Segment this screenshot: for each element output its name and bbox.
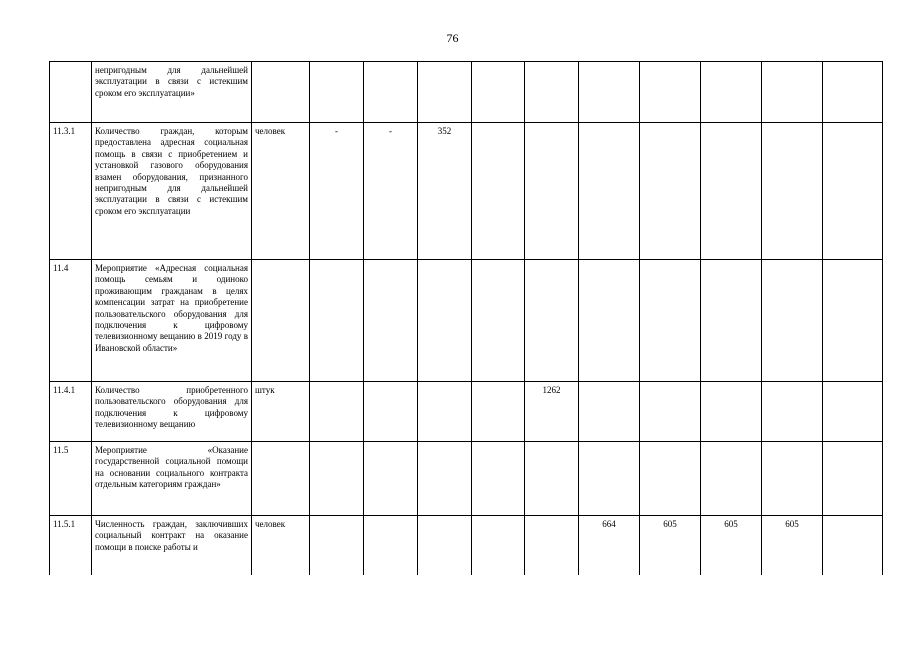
row-value-cell [579,382,640,442]
row-value-cell: 1262 [525,382,579,442]
row-value-cell [525,123,579,260]
row-value-cell [472,442,525,516]
row-value-cell: - [364,123,418,260]
indicators-table [49,61,883,586]
row-value-cell [701,123,762,260]
row-value-cell [310,442,364,516]
row-value-cell [364,382,418,442]
row-value-cell [579,442,640,516]
row-unit-cell: штук [252,382,310,442]
row-value-cell [525,260,579,382]
row-value-cell [762,123,823,260]
row-description-cell: Количество граждан, которым предоставлена адресная социальная помощь в связи с приобретением и установкой газового оборудования взамен оборудования, признанного непригодным для дальнейшей эксплуатации в связи с истекшим сроком его эксплуатации [92,123,252,260]
row-value-cell [364,62,418,123]
row-value-cell [823,123,883,260]
row-unit-cell: человек [252,123,310,260]
row-value-cell: - [310,123,364,260]
row-description-cell: Количество приобретенного пользовательского оборудования для подключения к цифровому телевизионному вещанию [92,382,252,442]
row-value-cell [640,442,701,516]
table-row [50,62,883,123]
page-bottom-margin [40,575,900,655]
row-unit-cell [252,62,310,123]
row-value-cell [525,62,579,123]
row-value-cell [701,62,762,123]
row-value-cell [418,442,472,516]
row-value-cell [762,442,823,516]
table-row [50,123,883,260]
row-value-cell [472,123,525,260]
row-value-cell [472,260,525,382]
row-value-cell [640,123,701,260]
row-description-cell: непригодным для дальнейшей эксплуатации в связи с истекшим сроком его эксплуатации» [92,62,252,123]
row-value-cell [640,382,701,442]
row-value-cell [640,260,701,382]
row-value-cell: 352 [418,123,472,260]
row-code-cell [50,62,92,123]
row-value-cell [310,382,364,442]
table-row [50,260,883,382]
page-number: 76 [446,31,459,45]
row-unit-cell [252,442,310,516]
row-value-cell [701,442,762,516]
row-value-cell [364,442,418,516]
row-value-cell [579,260,640,382]
row-value-cell: 605 [762,516,823,586]
row-value-cell: 605 [701,516,762,586]
row-value-cell [823,260,883,382]
row-code-cell: 11.4 [50,260,92,382]
row-value-cell [418,260,472,382]
row-value-cell [418,62,472,123]
row-value-cell [364,260,418,382]
row-value-cell [701,382,762,442]
row-value-cell: 664 [579,516,640,586]
row-value-cell [823,382,883,442]
row-code-cell: 11.5.1 [50,516,92,586]
table-body [50,62,883,586]
row-value-cell [762,382,823,442]
row-value-cell [472,62,525,123]
row-code-cell: 11.3.1 [50,123,92,260]
row-value-cell [823,442,883,516]
row-description-cell: Мероприятие «Адресная социальная помощь семьям и одиноко проживающим гражданам в целях компенсации затрат на приобретение пользовательского оборудования для подключения к цифровому телевизионному вещанию в 2019 году в Ивановской области» [92,260,252,382]
row-unit-cell [252,260,310,382]
row-value-cell [579,62,640,123]
row-value-cell [762,62,823,123]
row-value-cell [701,260,762,382]
row-value-cell [762,260,823,382]
row-value-cell [640,62,701,123]
table-row [50,442,883,516]
row-code-cell: 11.5 [50,442,92,516]
row-value-cell [823,62,883,123]
row-value-cell: 605 [640,516,701,586]
row-value-cell [310,260,364,382]
row-unit-cell: человек [252,516,310,586]
row-description-cell: Мероприятие «Оказание государственной социальной помощи на основании социального контракта отдельным категориям граждан» [92,442,252,516]
row-value-cell [418,382,472,442]
row-code-cell: 11.4.1 [50,382,92,442]
row-value-cell [310,62,364,123]
row-value-cell [579,123,640,260]
row-value-cell [472,382,525,442]
table-row [50,382,883,442]
row-description-cell: Численность граждан, заключивших социальный контракт на оказание помощи в поиске работы и [92,516,252,586]
row-value-cell [525,442,579,516]
